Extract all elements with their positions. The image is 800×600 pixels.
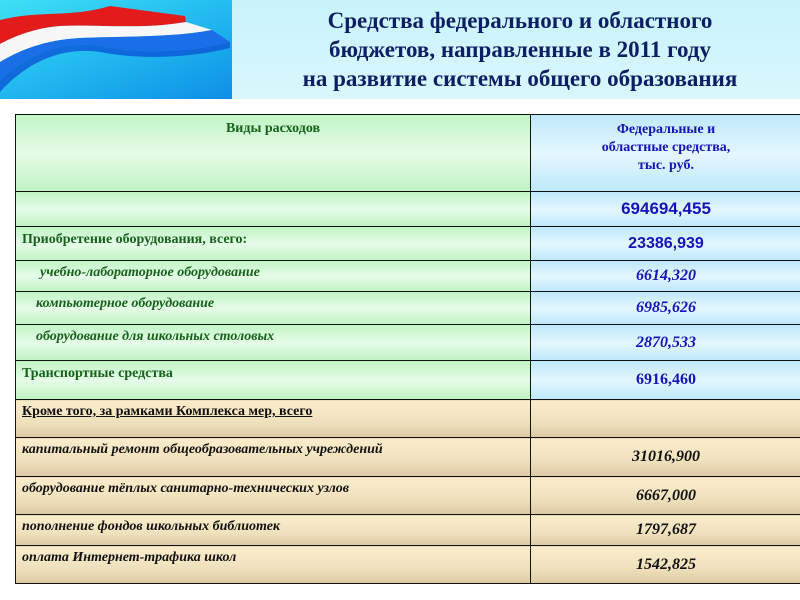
row-label: капитальный ремонт общеобразовательных учреждений bbox=[16, 438, 531, 477]
total-label bbox=[16, 192, 531, 227]
table-row bbox=[16, 361, 800, 400]
table-row-extra-section bbox=[16, 400, 800, 438]
header-funds bbox=[531, 115, 800, 192]
row-label: компьютерное оборудование bbox=[16, 292, 531, 325]
row-label: Транспортные средства bbox=[16, 361, 531, 400]
row-label: Приобретение оборудования, всего: bbox=[16, 227, 531, 261]
row-value: 1797,687 bbox=[531, 515, 800, 546]
header-expense-types: Виды расходов bbox=[16, 115, 531, 192]
row-label: оплата Интернет-трафика школ bbox=[16, 546, 531, 584]
table-row bbox=[16, 438, 800, 477]
extra-section-value bbox=[531, 400, 800, 438]
title-line-3: на развитие системы общего образования bbox=[302, 66, 738, 91]
row-value: 6667,000 bbox=[531, 477, 800, 515]
row-value: 6916,460 bbox=[531, 361, 800, 400]
table-row bbox=[16, 546, 800, 584]
row-value: 6614,320 bbox=[531, 261, 800, 292]
total-value: 694694,455 bbox=[531, 192, 800, 227]
table-row bbox=[16, 515, 800, 546]
row-value: 2870,533 bbox=[531, 325, 800, 361]
row-label: оборудование для школьных столовых bbox=[16, 325, 531, 361]
row-label: оборудование тёплых санитарно-технических узлов bbox=[16, 477, 531, 515]
title-line-1: Средства федерального и областного bbox=[327, 8, 713, 33]
row-label: учебно-лабораторное оборудование bbox=[16, 261, 531, 292]
title-line-2: бюджетов, направленные в 2011 году bbox=[329, 37, 711, 62]
row-value: 31016,900 bbox=[531, 438, 800, 477]
budget-table bbox=[15, 114, 800, 584]
page-title bbox=[240, 6, 800, 93]
row-label: пополнение фондов школьных библиотек bbox=[16, 515, 531, 546]
russian-flag-wave-icon bbox=[0, 0, 232, 99]
row-value: 6985,626 bbox=[531, 292, 800, 325]
row-value: 23386,939 bbox=[531, 227, 800, 261]
row-value: 1542,825 bbox=[531, 546, 800, 584]
header-funds-line-1: Федеральные и bbox=[616, 122, 716, 137]
table-row bbox=[16, 261, 800, 292]
header-funds-line-2: областные средства, bbox=[601, 140, 731, 155]
table-row bbox=[16, 292, 800, 325]
header-funds-line-3: тыс. руб. bbox=[638, 158, 694, 173]
table-row bbox=[16, 477, 800, 515]
table-header-row bbox=[16, 115, 800, 192]
table-row bbox=[16, 227, 800, 261]
table-row bbox=[16, 325, 800, 361]
table-row-total bbox=[16, 192, 800, 227]
extra-section-label: Кроме того, за рамками Комплекса мер, всего bbox=[16, 400, 531, 438]
